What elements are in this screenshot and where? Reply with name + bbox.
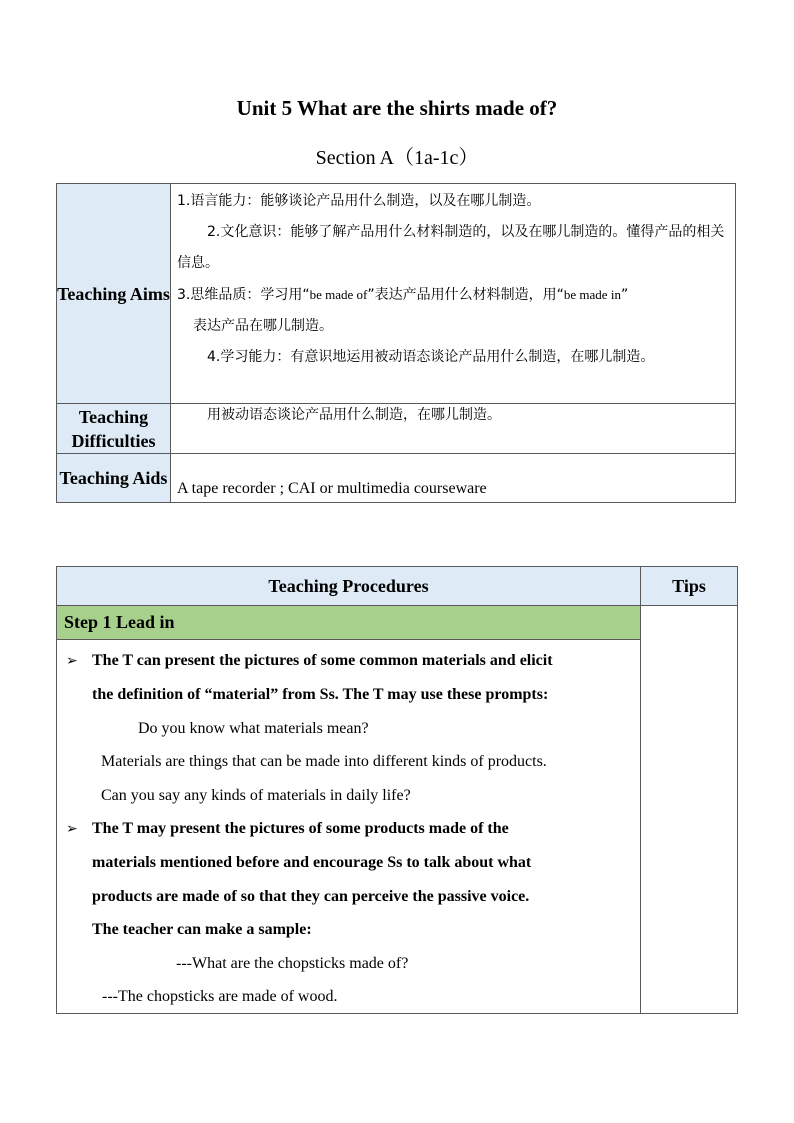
teaching-aids-content: A tape recorder ; CAI or multimedia courseware xyxy=(171,454,736,503)
prompt-question-2: Can you say any kinds of materials in daily life? xyxy=(101,786,411,804)
bullet-2-line-2: materials mentioned before and encourage Ss to talk about what xyxy=(92,854,532,872)
lesson-info-table xyxy=(56,183,736,503)
aim-line-2: 2.文化意识：能够了解产品用什么材料制造的，以及在哪儿制造的。懂得产品的相关信息。 xyxy=(177,224,725,271)
bullet-arrow-icon: ➢ xyxy=(66,653,78,669)
teaching-aims-label: Teaching Aims xyxy=(57,184,171,404)
bullet-1-line-2: the definition of “material” from Ss. The T may use these prompts: xyxy=(92,686,549,704)
page-subtitle: Section A（1a-1c） xyxy=(315,147,479,169)
bullet-2-line-3: products are made of so that they can perceive the passive voice. xyxy=(92,887,530,905)
teaching-aims-content xyxy=(171,184,736,404)
bullet-2-line-4: The teacher can make a sample: xyxy=(92,921,312,939)
teaching-procedures-table xyxy=(56,566,738,1014)
bullet-1-line-1: ➢ The T can present the pictures of some common materials and elicit xyxy=(63,644,634,678)
teaching-aids-label: Teaching Aids xyxy=(57,454,171,503)
sample-dialogue-1: ---What are the chopsticks made of? xyxy=(176,954,409,972)
bullet-arrow-icon: ➢ xyxy=(66,821,78,838)
prompt-question-1: Do you know what materials mean? xyxy=(138,719,369,737)
aim-line-1: 1.语言能力：能够谈论产品用什么制造，以及在哪儿制造。 xyxy=(177,193,541,209)
step-1-content xyxy=(57,640,641,1014)
prompt-answer-1: Materials are things that can be made into different kinds of products. xyxy=(101,753,547,771)
teaching-difficulties-label: Teaching Difficulties xyxy=(57,404,171,454)
aim-line-3-continued: 表达产品在哪儿制造。 xyxy=(193,318,333,334)
aim-line-3: 3.思维品质：学习用“be made of”表达产品用什么材料制造，用“be made in” xyxy=(177,287,629,303)
tips-cell xyxy=(641,606,738,1014)
procedures-header: Teaching Procedures xyxy=(57,567,641,606)
sample-dialogue-2: ---The chopsticks are made of wood. xyxy=(102,988,338,1006)
bullet-2-line-1: ➢ The T may present the pictures of some products made of the xyxy=(63,812,634,846)
page-title: Unit 5 What are the shirts made of? xyxy=(236,96,558,120)
tips-header: Tips xyxy=(641,567,738,606)
aim-line-4: 4.学习能力：有意识地运用被动语态谈论产品用什么制造，在哪儿制造。 xyxy=(207,349,655,365)
teaching-difficulties-content: 用被动语态谈论产品用什么制造，在哪儿制造。 xyxy=(171,404,736,454)
step-1-heading: Step 1 Lead in xyxy=(57,606,641,640)
